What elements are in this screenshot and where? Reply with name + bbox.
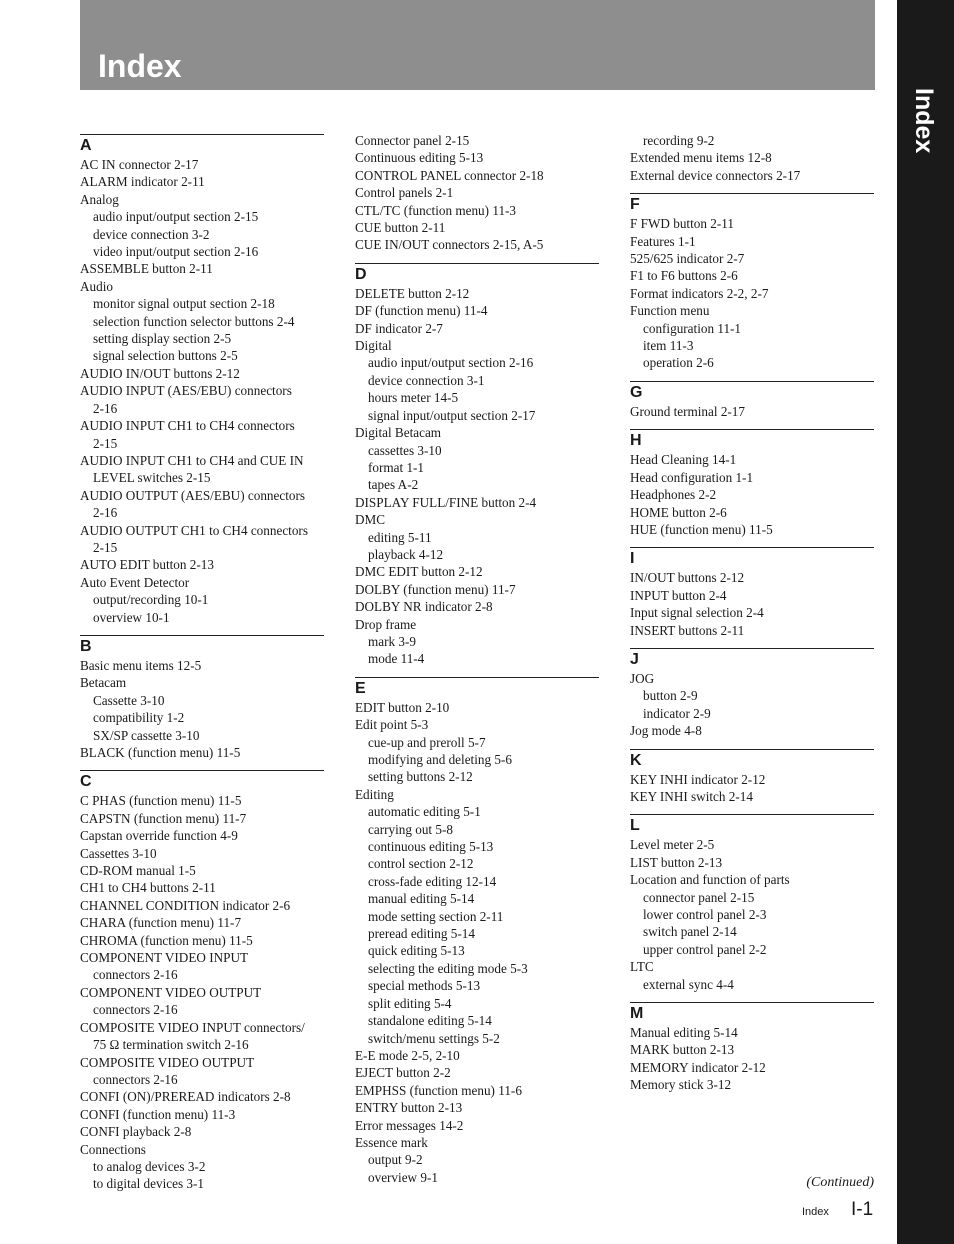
index-entry: CONTROL PANEL connector 2-18	[355, 167, 544, 183]
footer-section-label: Index	[802, 1206, 829, 1218]
section-letter: C	[80, 773, 92, 791]
index-section-m	[630, 1002, 874, 1094]
index-entry: 2-15	[93, 435, 118, 451]
index-entry: COMPONENT VIDEO OUTPUT	[80, 984, 262, 1000]
index-entry: AUDIO OUTPUT (AES/EBU) connectors	[80, 487, 306, 503]
index-subentry: switch/menu settings 5-2	[368, 1030, 500, 1046]
index-section-e	[355, 677, 599, 1186]
index-section-b	[80, 635, 324, 761]
index-subentry: video input/output section 2-16	[93, 244, 259, 260]
index-entry: CAPSTN (function menu) 11-7	[80, 810, 247, 826]
index-entry: CUE IN/OUT connectors 2-15, A-5	[355, 237, 544, 253]
index-subentry: SX/SP cassette 3-10	[93, 727, 200, 743]
index-entry: COMPOSITE VIDEO INPUT connectors/	[80, 1019, 305, 1035]
index-entry: ASSEMBLE button 2-11	[80, 261, 213, 277]
index-entry: Cassettes 3-10	[80, 845, 157, 861]
index-subentry: output/recording 10-1	[93, 592, 209, 608]
index-section-k	[630, 749, 874, 806]
index-entry: F1 to F6 buttons 2-6	[630, 268, 738, 284]
index-column-1	[80, 132, 324, 1193]
index-subentry: setting buttons 2-12	[368, 769, 473, 785]
index-section-l	[630, 814, 874, 993]
index-subentry: cassettes 3-10	[368, 442, 442, 458]
index-entry: CH1 to CH4 buttons 2-11	[80, 880, 216, 896]
index-subentry: indicator 2-9	[643, 705, 711, 721]
index-entry: CTL/TC (function menu) 11-3	[355, 202, 517, 218]
index-entry: CUE button 2-11	[355, 220, 446, 236]
index-entry: Analog	[80, 191, 119, 207]
index-entry: DELETE button 2-12	[355, 285, 470, 301]
continued-note: (Continued)	[806, 1175, 874, 1190]
index-entry: Features 1-1	[630, 233, 696, 249]
index-entry: HOME button 2-6	[630, 504, 727, 520]
index-entry: Auto Event Detector	[80, 574, 190, 590]
index-subentry: hours meter 14-5	[368, 390, 459, 406]
index-subentry: overview 10-1	[93, 609, 170, 625]
index-entry: F FWD button 2-11	[630, 216, 734, 232]
index-entry: MARK button 2-13	[630, 1042, 735, 1058]
section-letter: G	[630, 383, 643, 401]
index-section-h	[630, 429, 874, 538]
page-header	[80, 0, 875, 90]
index-section-c	[80, 770, 324, 1192]
continued-entries	[355, 132, 599, 254]
index-subentry: external sync 4-4	[643, 976, 734, 992]
section-letter: M	[630, 1005, 644, 1023]
index-entry: LIST button 2-13	[630, 854, 723, 870]
index-subentry: device connection 3-1	[368, 372, 485, 388]
index-section-d	[355, 263, 599, 668]
index-entry: Head configuration 1-1	[630, 469, 754, 485]
index-entry: CONFI (function menu) 11-3	[80, 1106, 236, 1122]
index-subentry: setting display section 2-5	[93, 331, 232, 347]
index-entry: 2-16	[93, 505, 118, 521]
index-entry: Editing	[355, 786, 394, 802]
index-subentry: control section 2-12	[368, 856, 474, 872]
index-entry: Betacam	[80, 675, 127, 691]
index-entry: AUTO EDIT button 2-13	[80, 557, 214, 573]
index-entry: Extended menu items 12-8	[630, 150, 772, 166]
index-subentry: quick editing 5-13	[368, 943, 465, 959]
index-subentry: mode 11-4	[368, 651, 425, 667]
side-tab-label: Index	[910, 88, 938, 154]
index-subentry: output 9-2	[368, 1152, 423, 1168]
index-subentry: continuous editing 5-13	[368, 839, 494, 855]
index-entry: EDIT button 2-10	[355, 699, 450, 715]
index-entry: HUE (function menu) 11-5	[630, 521, 773, 537]
index-subentry: format 1-1	[368, 459, 425, 475]
side-tab	[897, 0, 954, 1244]
index-subentry: preread editing 5-14	[368, 926, 475, 942]
index-entry: Error messages 14-2	[355, 1117, 464, 1133]
index-subentry: split editing 5-4	[368, 995, 452, 1011]
index-entry: 2-16	[93, 400, 118, 416]
index-entry: Basic menu items 12-5	[80, 657, 202, 673]
index-section-a	[80, 134, 324, 626]
index-entry: C PHAS (function menu) 11-5	[80, 793, 242, 809]
index-entry: Head Cleaning 14-1	[630, 452, 737, 468]
index-subentry: signal input/output section 2-17	[368, 407, 536, 423]
index-subentry: to digital devices 3-1	[93, 1176, 204, 1192]
index-entry: AUDIO IN/OUT buttons 2-12	[80, 365, 240, 381]
index-subentry: recording 9-2	[643, 133, 715, 148]
index-section-j	[630, 648, 874, 740]
index-subentry: modifying and deleting 5-6	[368, 752, 512, 767]
index-entry: LEVEL switches 2-15	[93, 470, 211, 486]
index-subentry: playback 4-12	[368, 546, 444, 562]
index-section-i	[630, 547, 874, 639]
index-entry: Memory stick 3-12	[630, 1077, 732, 1093]
index-subentry: selecting the editing mode 5-3	[368, 960, 528, 976]
index-entry: MEMORY indicator 2-12	[630, 1059, 766, 1075]
section-letter: A	[80, 137, 92, 154]
page-title: Index	[98, 48, 182, 84]
section-letter: I	[630, 550, 635, 568]
index-section-f	[630, 193, 874, 372]
index-entry: 525/625 indicator 2-7	[630, 251, 745, 267]
index-entry: Input signal selection 2-4	[630, 605, 764, 621]
index-subentry: operation 2-6	[643, 355, 714, 371]
index-entry: KEY INHI switch 2-14	[630, 788, 753, 804]
index-entry: EJECT button 2-2	[355, 1065, 451, 1081]
index-entry: Format indicators 2-2, 2-7	[630, 285, 769, 301]
index-entry: Digital	[355, 338, 392, 354]
page-number: I-1	[851, 1199, 874, 1220]
index-subentry: audio input/output section 2-15	[93, 209, 259, 225]
index-entry: AUDIO INPUT CH1 to CH4 connectors	[80, 418, 295, 434]
index-entry: 75 Ω termination switch 2-16	[93, 1037, 249, 1053]
index-subentry: carrying out 5-8	[368, 821, 453, 837]
index-entry: BLACK (function menu) 11-5	[80, 745, 241, 760]
index-entry: 2-15	[93, 539, 118, 555]
index-entry: JOG	[630, 670, 655, 686]
index-subentry: configuration 11-1	[643, 320, 742, 336]
section-letter: F	[630, 196, 640, 214]
index-entry: AUDIO OUTPUT CH1 to CH4 connectors	[80, 522, 308, 538]
index-subentry: compatibility 1-2	[93, 710, 185, 726]
index-subentry: mark 3-9	[368, 633, 416, 649]
index-entry: INSERT buttons 2-11	[630, 622, 745, 638]
index-subentry: connectors 2-16	[93, 1002, 178, 1018]
index-subentry: signal selection buttons 2-5	[93, 348, 238, 364]
index-section-g	[630, 381, 874, 420]
index-entry: DOLBY NR indicator 2-8	[355, 599, 493, 615]
continued-entries	[630, 132, 874, 184]
index-subentry: manual editing 5-14	[368, 891, 475, 907]
index-entry: DOLBY (function menu) 11-7	[355, 581, 516, 597]
index-subentry: upper control panel 2-2	[643, 941, 767, 957]
index-subentry: monitor signal output section 2-18	[93, 296, 275, 312]
index-entry: AUDIO INPUT (AES/EBU) connectors	[80, 383, 292, 399]
index-entry: CONFI (ON)/PREREAD indicators 2-8	[80, 1089, 291, 1105]
index-entry: E-E mode 2-5, 2-10	[355, 1047, 460, 1063]
index-subentry: selection function selector buttons 2-4	[93, 313, 295, 329]
index-subentry: cross-fade editing 12-14	[368, 873, 497, 889]
section-letter: D	[355, 265, 367, 283]
index-entry: External device connectors 2-17	[630, 167, 801, 183]
index-column-3	[630, 132, 874, 1094]
section-letter: K	[630, 751, 642, 769]
index-subentry: connectors 2-16	[93, 967, 178, 983]
section-letter: E	[355, 679, 366, 697]
index-subentry: device connection 3-2	[93, 226, 210, 242]
index-subentry: tapes A-2	[368, 477, 419, 493]
index-entry: Location and function of parts	[630, 872, 790, 888]
index-entry: AUDIO INPUT CH1 to CH4 and CUE IN	[80, 452, 304, 468]
index-entry: Digital Betacam	[355, 425, 442, 441]
index-subentry: cue-up and preroll 5-7	[368, 734, 486, 750]
index-entry: ALARM indicator 2-11	[80, 174, 205, 190]
index-subentry: switch panel 2-14	[643, 924, 737, 940]
section-letter: J	[630, 650, 639, 668]
index-subentry: mode setting section 2-11	[368, 908, 504, 924]
index-entry: Ground terminal 2-17	[630, 403, 745, 419]
index-entry: CHARA (function menu) 11-7	[80, 915, 242, 931]
index-entry: Continuous editing 5-13	[355, 150, 484, 166]
index-entry: IN/OUT buttons 2-12	[630, 570, 745, 586]
index-entry: COMPONENT VIDEO INPUT	[80, 950, 249, 966]
index-subentry: item 11-3	[643, 338, 694, 354]
index-column-2	[355, 132, 599, 1186]
index-entry: CHROMA (function menu) 11-5	[80, 932, 253, 948]
index-entry: DMC	[355, 512, 386, 528]
index-subentry: special methods 5-13	[368, 978, 481, 994]
section-letter: H	[630, 432, 642, 450]
index-entry: DMC EDIT button 2-12	[355, 564, 483, 580]
index-entry: Edit point 5-3	[355, 717, 429, 733]
index-entry: DF indicator 2-7	[355, 320, 443, 336]
index-subentry: editing 5-11	[368, 529, 432, 545]
index-entry: Function menu	[630, 303, 710, 319]
index-entry: COMPOSITE VIDEO OUTPUT	[80, 1054, 255, 1070]
index-subentry: Cassette 3-10	[93, 692, 165, 708]
index-entry: INPUT button 2-4	[630, 587, 727, 603]
index-entry: Level meter 2-5	[630, 837, 715, 853]
index-entry: Jog mode 4-8	[630, 723, 702, 739]
index-entry: DISPLAY FULL/FINE button 2-4	[355, 494, 537, 510]
index-entry: CHANNEL CONDITION indicator 2-6	[80, 897, 291, 913]
index-subentry: connector panel 2-15	[643, 889, 755, 905]
index-entry: Essence mark	[355, 1134, 428, 1150]
index-entry: ENTRY button 2-13	[355, 1100, 463, 1116]
section-letter: L	[630, 817, 640, 835]
index-entry: Control panels 2-1	[355, 185, 454, 201]
index-subentry: automatic editing 5-1	[368, 804, 481, 820]
index-entry: Connector panel 2-15	[355, 133, 470, 148]
index-subentry: button 2-9	[643, 688, 698, 704]
index-entry: EMPHSS (function menu) 11-6	[355, 1082, 522, 1098]
index-entry: CONFI playback 2-8	[80, 1124, 192, 1140]
index-entry: DF (function menu) 11-4	[355, 303, 488, 319]
index-subentry: standalone editing 5-14	[368, 1013, 492, 1029]
index-subentry: connectors 2-16	[93, 1071, 178, 1087]
index-entry: Audio	[80, 278, 113, 294]
index-entry: LTC	[630, 959, 654, 975]
index-entry: Capstan override function 4-9	[80, 828, 238, 844]
section-letter: B	[80, 637, 92, 655]
index-subentry: to analog devices 3-2	[93, 1158, 206, 1174]
index-entry: Headphones 2-2	[630, 487, 717, 503]
index-subentry: lower control panel 2-3	[643, 907, 767, 922]
index-entry: KEY INHI indicator 2-12	[630, 771, 766, 787]
index-entry: CD-ROM manual 1-5	[80, 863, 196, 879]
index-subentry: overview 9-1	[368, 1169, 438, 1185]
index-entry: Manual editing 5-14	[630, 1025, 738, 1041]
index-entry: Drop frame	[355, 616, 417, 632]
index-subentry: audio input/output section 2-16	[368, 355, 534, 371]
index-entry: AC IN connector 2-17	[80, 157, 199, 172]
index-entry: Connections	[80, 1141, 146, 1157]
